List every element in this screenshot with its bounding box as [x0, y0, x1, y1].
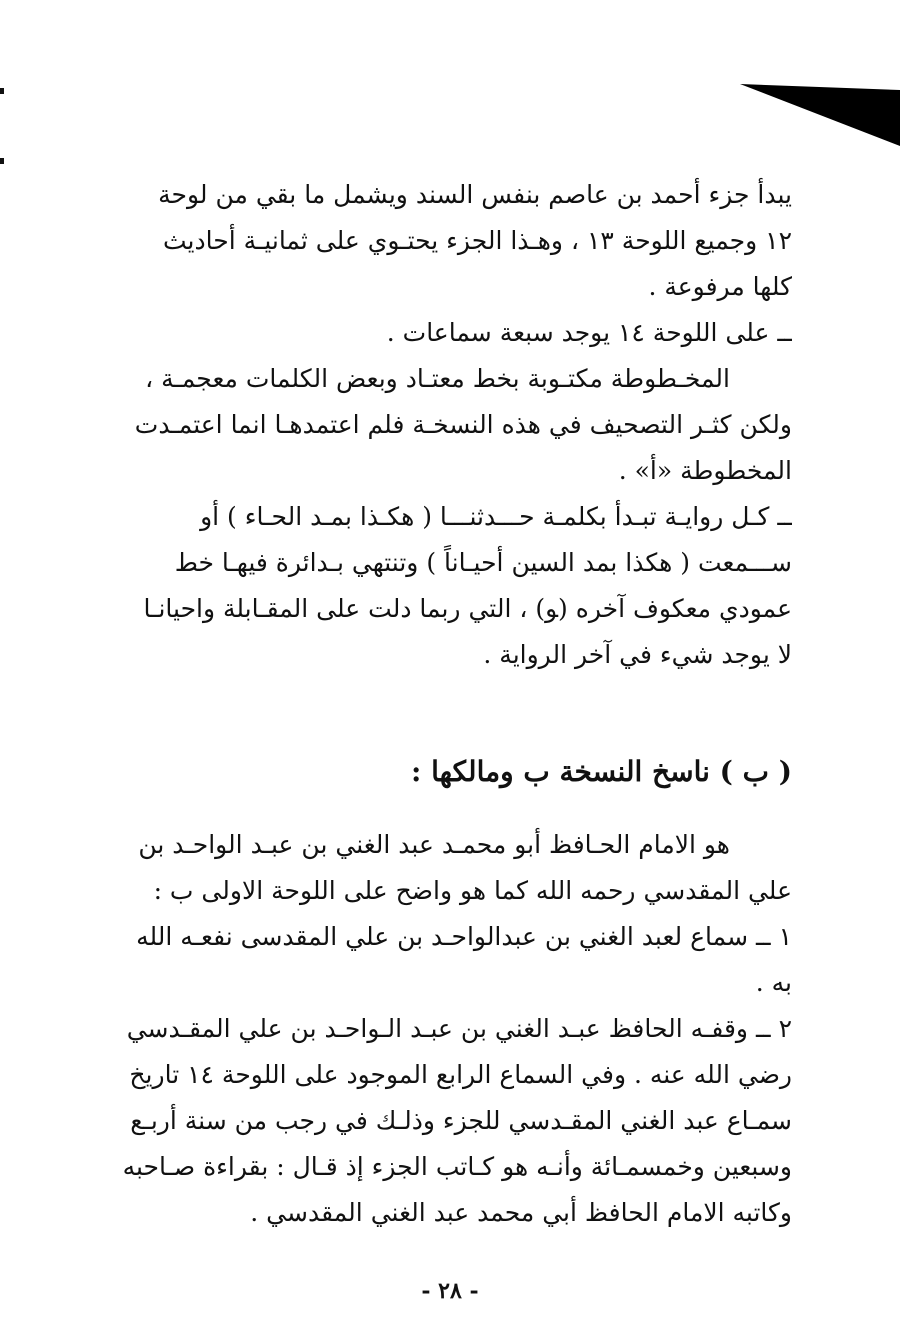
text-line: وسبعين وخمسمـائة وأنـه هو كـاتب الجزء إذ قـال : بقراءة صـاحبه [122, 1152, 792, 1181]
bottom-paragraphs [112, 822, 792, 1236]
text-line: علي المقدسي رحمه الله كما هو واضح على اللوحة الاولى ب : [153, 876, 792, 905]
text-line: ١٢ وجميع اللوحة ١٣ ، وهـذا الجزء يحتـوي على ثمانيـة أحاديث [162, 226, 792, 255]
text-line: به . [755, 968, 792, 997]
text-line: وكاتبه الامام الحافظ أبي محمد عبد الغني المقدسي . [250, 1198, 792, 1227]
corner-shadow-mark [740, 80, 900, 146]
text-line: يبدأ جزء أحمد بن عاصم بنفس السند ويشمل ما بقي من لوحة [158, 180, 792, 209]
text-line: لا يوجد شيء في آخر الرواية . [483, 640, 792, 669]
page-number: - ٢٨ - [421, 1278, 479, 1304]
text-line: هو الامام الحـافظ أبو محمـد عبد الغني بن عبـد الواحـد بن [138, 830, 730, 859]
text-line: ٢ ــ وقفـه الحافظ عبـد الغني بن عبـد الـواحـد بن علي المقـدسي [126, 1014, 792, 1043]
text-line: ــ كـل روايـة تبـدأ بكلمـة حـــدثنـــا ( هكـذا بمـد الحـاء ) أو [200, 502, 792, 531]
top-paragraphs [112, 172, 792, 678]
text-line: عمودي معكوف آخره (ﻮ) ، التي ربما دلت على المقـابلة واحيانـا [143, 594, 792, 623]
text-line: ــ على اللوحة ١٤ يوجد سبعة سماعات . [386, 318, 792, 347]
text-line: المخـطوطة مكتـوبة بخط معتـاد وبعض الكلمات معجمـة ، [145, 364, 730, 393]
text-line: ولكن كثـر التصحيف في هذه النسخـة فلم اعتمدهـا انما اعتمـدت [134, 410, 792, 439]
text-line: رضي الله عنه . وفي السماع الرابع الموجود على اللوحة ١٤ تاريخ [129, 1060, 792, 1089]
text-line: سمـاع عبد الغني المقـدسي للجزء وذلـك في رجب من سنة أربـع [130, 1106, 792, 1135]
section-heading: ( ب ) ناسخ النسخة ب ومالكها : [411, 755, 792, 788]
text-line: ١ ــ سماع لعبد الغني بن عبدالواحـد بن علي المقدسى نفعـه الله [136, 922, 792, 951]
scan-edge-mark [0, 158, 4, 164]
scan-edge-mark [0, 88, 4, 94]
text-line: ســـمعت ( هكذا بمد السين أحيـاناً ) وتنتهي بـدائرة فيهـا خط [174, 548, 792, 577]
text-line: كلها مرفوعة . [648, 272, 792, 301]
text-line: المخطوطة «أ» . [618, 456, 792, 485]
